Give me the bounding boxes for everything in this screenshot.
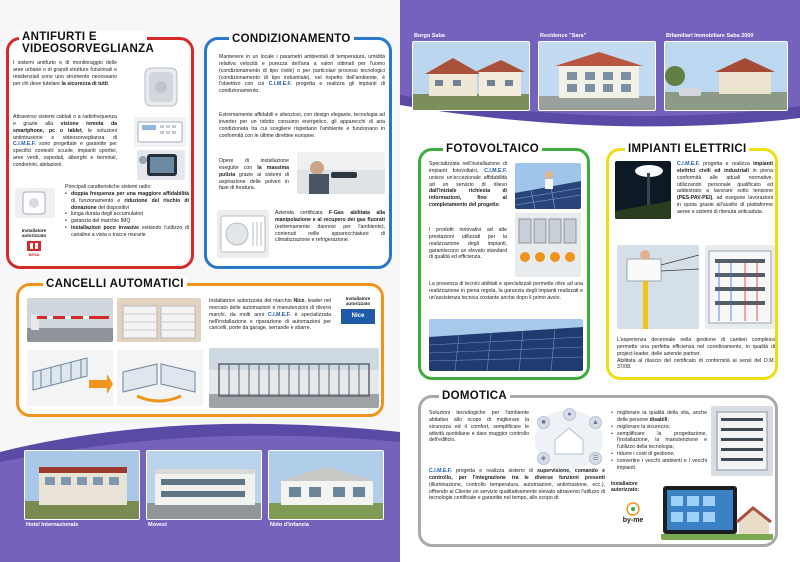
elettrici-section xyxy=(606,143,778,380)
list-item: • migliorare la qualità della vita, anche delle persone disabili; xyxy=(611,410,707,424)
photo-residence-sara xyxy=(538,41,656,111)
elettrici-paragraph-1: C.I.M.E.F. progetta e realizza impianti elettrici civili ed industriali in piena conformità alle attuali normative, utilizzando personale qualificato ed addestrato a lavorare sotto tensione (PES-PAV-PEI), ad eseguire lavorazioni in quota grazie all'ausilio di piattaforme aeree e sistemi di ritenuta anticaduta. xyxy=(677,161,773,216)
antifurti-list xyxy=(65,184,189,239)
caption-hotel-internazionale: Hotel Internazionale xyxy=(26,522,79,528)
solar-installer-image xyxy=(515,163,581,209)
siren-image xyxy=(141,62,181,112)
home-panel-image xyxy=(711,406,773,476)
nice-badge: Installatore autorizzato Nice xyxy=(341,296,375,324)
condizionamento-title: CONDIZIONAMENTO xyxy=(229,33,354,45)
elettrici-paragraph-2: L'esperienza decennale nella gestione di cantieri complessi permette una perfetta efficienza nel coordinamento, in qualità di project-leader, delle aziende partner. Abilitata al rilascio del certificato di conformità ai sensi del D.M. 37/08. xyxy=(617,337,775,371)
garage-door-image xyxy=(117,298,201,342)
drilling-image xyxy=(297,152,385,194)
smartphone-camera-image xyxy=(137,150,185,180)
street-lamp-image xyxy=(615,161,671,219)
condizionamento-paragraph-2: Estremamente affidabili e silenziosi, con design elegante, tecnologia ad inverter per un ridotto consumo energetico, gli apparecchi di aria condizionata tra cui scegliere rispettano l'ambiente e funzionano in conformità con le ultime direttive europee. xyxy=(219,112,385,139)
antifurti-section xyxy=(6,31,194,269)
list-item: • lunga durata degli accumulatori xyxy=(65,211,189,218)
electrical-panel-image xyxy=(705,245,775,329)
list-item: • installazioni poco invasive evitando l'utilizzo di canaline a vista o tracce murarie xyxy=(65,225,189,239)
cancelli-title: CANCELLI AUTOMATICI xyxy=(43,278,187,290)
elettrici-title: IMPIANTI ELETTRICI xyxy=(625,143,749,155)
gate-photo xyxy=(209,348,379,408)
sensor-image xyxy=(15,188,55,218)
photo-bifamiliari xyxy=(664,41,788,111)
besa-logo-icon xyxy=(26,240,42,252)
lock-icon: ■ xyxy=(537,416,550,429)
photo-nido-infanzia xyxy=(268,450,384,520)
barrier-image xyxy=(27,298,113,342)
photo-hotel-internazionale xyxy=(24,450,140,520)
photo-borgo-saba xyxy=(412,41,530,111)
solar-field-image xyxy=(429,319,583,371)
list-item: • semplificare la progettazione, l'installazione, la manutenzione e l'utilizzo della tecnologia; xyxy=(611,431,707,452)
aerial-platform-image xyxy=(617,245,699,329)
domotica-paragraph-2: C.I.M.E.F. progetta e realizza sistemi di supervisione, comando e controllo, per l'integrazione tra le diverse funzioni presenti (illuminazione, controllo temperatura, automazioni, antintrusione, ecc.), offrendo al Cliente un servizio qualitativamente elevato attraverso l'utilizzo di tecnologie certificate e garantite nel tempo, allo scopo di: xyxy=(429,468,605,502)
caption-nido-infanzia: Nido d'Infanzia xyxy=(270,522,309,528)
condizionamento-paragraph-3: Opere di installazione eseguite con la massima pulizia grazie ai sistemi di aspirazione delle polveri in fase di foratura. xyxy=(219,158,289,192)
caption-movest: Movest xyxy=(148,522,167,528)
inverter-image xyxy=(515,213,581,277)
list-item: • ridurre i costi di gestione; xyxy=(611,451,707,458)
condizionamento-paragraph-4: Azienda certificata F-Gas abilitata alla manipolazione e al recupero dei gas fluorati (estremamente dannosi per l'ambiente), contenuti nelle apparecchiature di climatizzazione e refrigerazione. xyxy=(275,210,386,244)
caption-residence-sara: Residence "Sara" xyxy=(540,33,587,39)
nice-logo-icon: Nice xyxy=(341,309,375,324)
domotica-list xyxy=(611,410,707,472)
temperature-icon: ▲ xyxy=(589,416,602,429)
smart-home-icons xyxy=(533,408,605,472)
besa-badge: Installatore autorizzato BESA xyxy=(21,228,47,258)
antifurti-paragraph-2: Attraverso sistemi cablati o a radiofrequenza e grazie alla visione remota da smartphone, pc o tablet, le soluzioni antintrusione e videosorveglianza di C.I.M.E.F. sono progettate e garantite per specifici contesti: scuole, impianti sportivi, aree verdi, ospedali, alberghi e terminal, condomini, abitazioni. xyxy=(13,114,118,169)
byme-logo: by-me xyxy=(615,502,651,525)
camera-icon: ◈ xyxy=(537,452,550,465)
swing-gate-image xyxy=(117,350,203,406)
antifurti-title: ANTIFURTI E VIDEOSORVEGLIANZA xyxy=(19,31,147,55)
air-conditioner-image xyxy=(217,210,269,258)
photo-movest xyxy=(146,450,262,520)
antifurti-paragraph-1: I sistemi antifurto e di monitoraggio delle aree urbane o di grandi strutture funzionali e residenziali sono uno strumento necessario per chi deve tutelare la sicurezza di tutti. xyxy=(13,60,117,87)
domotica-section xyxy=(418,390,778,547)
condizionamento-paragraph-1: Mantenere in un locale i parametri ambientali di temperatura, umidità relativa velocità e purezza dell'aria a valori ottimali per l'uomo (condizionamento di tipo civile) o per particolari processi tecnologici (condizionamento di tipo industriale), nel rispetto dell'ambiente, è l'obiettivo con cui C.I.M.E.F. progetta e realizza gli impianti di condizionamento. xyxy=(219,54,385,95)
byme-badge: Installatore autorizzato: xyxy=(611,481,640,493)
lightbulb-icon: ● xyxy=(563,408,576,421)
fotovoltaico-paragraph-3: La presenza di tecnici abilitati e specializzati permette oltre ad una realizzazione in piena regola, la garanzia degli impianti realizzati e un'assistenza tecnica costante anche dopo il primo avvio. xyxy=(429,281,583,301)
domotica-paragraph-1: Soluzioni tecnologiche per l'ambiente abitativo allo scopo di migliorare la sicurezza ed il comfort, semplificare le attività quotidiane e dare maggior controllo dell'edificio. xyxy=(429,410,529,444)
byme-logo-icon xyxy=(626,502,640,516)
antifurti-list-intro: Principali caratteristiche sistemi radio: xyxy=(65,184,152,190)
fotovoltaico-paragraph-2: I prodotti innovativi ad alte prestazioni utilizzati per la realizzazione degli impianti, garantiscono un elevato standard di qualità ed efficienza. xyxy=(429,227,507,261)
fotovoltaico-section xyxy=(418,143,590,380)
list-item: • doppia frequenza per una maggiore affidabilità di funzionamento e riduzione del rischio di donazione dei dispositivi xyxy=(65,191,189,212)
cancelli-paragraph: Installatrice autorizzata del marchio Nice, leader nel mercato delle automazioni e manutenzioni di diversi marchi, da molti anni C.I.M.E.F. è specializzata nell'installazione e riparazione di automazioni per cancelli, porte da garage, serrande e sbarre. xyxy=(209,298,332,332)
list-item: • migliorare la sicurezza; xyxy=(611,424,707,431)
condizionamento-section xyxy=(204,33,392,269)
list-item: • convertire i vecchi ambienti e i vecchi impianti. xyxy=(611,458,707,472)
sliding-gate-image xyxy=(27,350,113,406)
keypad-image xyxy=(134,117,186,147)
domotica-title: DOMOTICA xyxy=(439,390,510,402)
fotovoltaico-paragraph-1: Specializzata nell'installazione di impianti fotovoltaici, C.I.M.E.F. unisce un'eccezionale affidabilità ad un servizio di rilievo dall'iniziale richiesta di informazioni, fino al completamento del progetto. xyxy=(429,161,507,209)
list-item: • garanzia del marchio IMQ xyxy=(65,218,189,225)
caption-borgo-saba: Borgo Saba xyxy=(414,33,445,39)
fotovoltaico-title: FOTOVOLTAICO xyxy=(443,143,542,155)
cancelli-section xyxy=(16,278,384,417)
caption-bifamiliari: Bifamiliari Immobiliare Saba 2000 xyxy=(666,33,754,39)
blinds-icon: ☰ xyxy=(589,452,602,465)
right-page xyxy=(400,0,800,562)
tablet-home-image xyxy=(661,482,773,540)
